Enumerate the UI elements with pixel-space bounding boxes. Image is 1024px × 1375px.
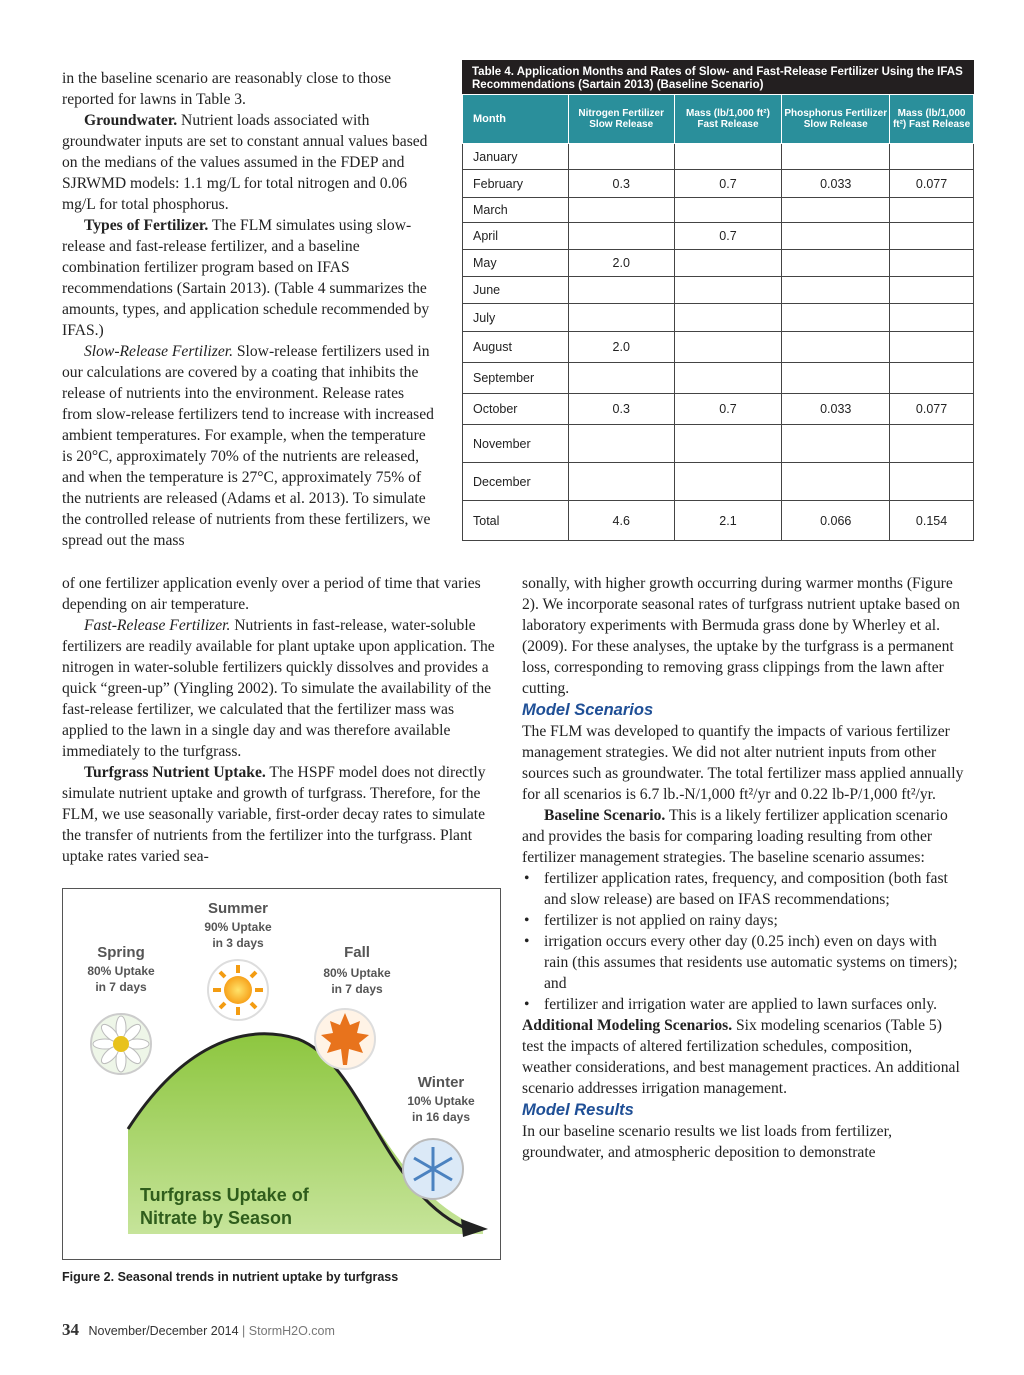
value-cell: 0.7 xyxy=(674,223,782,250)
paragraph: In our baseline scenario results we list loads from fertilizer, groundwater, and atmospheric deposition to demonstrate xyxy=(522,1123,893,1161)
value-cell: 0.077 xyxy=(890,394,974,425)
value-cell xyxy=(782,304,890,332)
spring-label: Spring xyxy=(97,944,145,961)
figure-2 xyxy=(62,888,501,1260)
value-cell: 0.3 xyxy=(568,394,674,425)
run-in-heading: Additional Modeling Scenarios. xyxy=(522,1017,733,1034)
paragraph-fast-release xyxy=(62,615,502,762)
value-cell xyxy=(890,198,974,223)
value-cell xyxy=(782,363,890,394)
list-item: • fertilizer is not applied on rainy days; xyxy=(544,910,964,931)
paragraph-body: Six modeling scenarios (Table 5) test the impacts of altered fertilization schedules, composition, weather considerations, and best management practices. An additional scenario addresses irrigation management. xyxy=(522,1017,960,1097)
daisy-icon xyxy=(91,1014,151,1074)
value-cell xyxy=(782,277,890,304)
table-row xyxy=(463,304,974,332)
value-cell xyxy=(890,223,974,250)
value-cell xyxy=(568,304,674,332)
value-cell: 0.7 xyxy=(674,394,782,425)
paragraph-baseline-scenario xyxy=(522,805,964,868)
value-cell xyxy=(890,363,974,394)
value-cell: 0.3 xyxy=(568,170,674,198)
spring-uptake: 80% Uptake xyxy=(87,964,155,978)
table-row xyxy=(463,170,974,198)
fall-uptake: 80% Uptake xyxy=(323,966,391,980)
value-cell xyxy=(674,425,782,463)
month-cell: February xyxy=(463,170,569,198)
month-cell: August xyxy=(463,332,569,363)
column-header: Nitrogen Fertilizer Slow Release xyxy=(568,95,674,144)
paragraph-types-of-fertilizer xyxy=(62,215,437,341)
column-header: Phosphorus Fertilizer Slow Release xyxy=(782,95,890,144)
maple-leaf-icon xyxy=(315,1009,375,1069)
issue-date: November/December 2014 xyxy=(88,1324,239,1338)
month-cell: December xyxy=(463,463,569,501)
value-cell: 0.066 xyxy=(782,501,890,541)
paragraph-additional-scenarios xyxy=(522,1015,964,1099)
left-column-bottom xyxy=(62,573,502,867)
value-cell xyxy=(568,198,674,223)
paragraph-body: Slow-release fertilizers used in our calculations are covered by a coating that inhibits the release of nutrients into the environment. Release rates from slow-release fertilizers tend to increase with increased ambient temperatures. For example, when the temperature is 20°C, approximately 70% of the nutrients are released, and when the temperature is 27°C, approximately 75% of the nutrients are released (Adams et al. 2013). To simulate the controlled release of nutrients from these fertilizers, we spread out the mass xyxy=(62,343,434,549)
value-cell: 2.0 xyxy=(568,250,674,277)
value-cell xyxy=(782,463,890,501)
page-footer xyxy=(62,1320,335,1340)
value-cell xyxy=(674,332,782,363)
value-cell xyxy=(674,144,782,170)
value-cell xyxy=(568,425,674,463)
table-4 xyxy=(462,60,974,541)
section-heading-model-scenarios: Model Scenarios xyxy=(522,701,654,719)
table-row xyxy=(463,463,974,501)
paragraph: in the baseline scenario are reasonably close to those reported for lawns in Table 3. xyxy=(62,70,392,108)
month-cell: June xyxy=(463,277,569,304)
run-in-heading: Turfgrass Nutrient Uptake. xyxy=(84,764,266,781)
value-cell xyxy=(568,223,674,250)
summer-uptake: 90% Uptake xyxy=(204,920,272,934)
summer-days: in 3 days xyxy=(212,936,264,950)
month-cell: April xyxy=(463,223,569,250)
value-cell xyxy=(674,277,782,304)
snowflake-icon xyxy=(403,1139,463,1199)
value-cell xyxy=(890,425,974,463)
month-cell: September xyxy=(463,363,569,394)
winter-uptake: 10% Uptake xyxy=(407,1094,475,1108)
run-in-heading: Types of Fertilizer. xyxy=(84,217,209,234)
table-body xyxy=(463,144,974,541)
month-cell: July xyxy=(463,304,569,332)
paragraph-slow-release xyxy=(62,341,437,551)
column-header: Month xyxy=(463,95,569,144)
value-cell: 0.033 xyxy=(782,394,890,425)
table-header-row xyxy=(463,95,974,144)
value-cell xyxy=(674,363,782,394)
value-cell xyxy=(674,198,782,223)
paragraph-body: The HSPF model does not directly simulate nutrient uptake and growth of turfgrass. Therefore, for the FLM, we use seasonally variable, first-order decay rates to simulate the transfer of nutrients from the fertilizer into the turfgrass. Plant uptake rates varied sea- xyxy=(62,764,486,865)
table-row xyxy=(463,332,974,363)
value-cell: 2.1 xyxy=(674,501,782,541)
month-cell: October xyxy=(463,394,569,425)
table-row xyxy=(463,223,974,250)
winter-days: in 16 days xyxy=(411,1110,471,1124)
table-row xyxy=(463,250,974,277)
summer-label: Summer xyxy=(207,900,269,917)
month-cell: Total xyxy=(463,501,569,541)
table-row xyxy=(463,363,974,394)
value-cell xyxy=(568,144,674,170)
page-number: 34 xyxy=(62,1320,79,1339)
list-item: • irrigation occurs every other day (0.25 inch) even on days with rain (this assumes that residents use automatic systems on timers); and xyxy=(544,931,964,994)
table-row xyxy=(463,425,974,463)
value-cell xyxy=(782,425,890,463)
bullet-list xyxy=(522,868,964,1015)
value-cell xyxy=(674,463,782,501)
column-header: Mass (lb/1,000 ft²) Fast Release xyxy=(674,95,782,144)
value-cell xyxy=(568,463,674,501)
paragraph: The FLM was developed to quantify the impacts of various fertilizer management strategies. We did not alter nutrient inputs from other sources such as groundwater. The total fertilizer mass applied annually for all scenarios is 6.7 lb.-N/1,000 ft²/yr and 0.22 lb-P/1,000 ft²/yr. xyxy=(522,723,964,803)
value-cell xyxy=(674,304,782,332)
fall-label: Fall xyxy=(344,944,370,961)
value-cell xyxy=(568,277,674,304)
run-in-heading: Slow-Release Fertilizer. xyxy=(84,343,233,360)
value-cell xyxy=(782,144,890,170)
value-cell xyxy=(782,198,890,223)
value-cell xyxy=(890,277,974,304)
month-cell: January xyxy=(463,144,569,170)
spring-days: in 7 days xyxy=(95,980,147,994)
footer-separator: | xyxy=(238,1324,249,1338)
paragraph-body: The FLM simulates using slow-release and fast-release fertilizer, and a baseline combination fertilizer program based on IFAS recommendations (Sartain 2013). (Table 4 summarizes the amounts, types, and application schedule recommended by IFAS.) xyxy=(62,217,430,339)
paragraph-body: Nutrients in fast-release, water-soluble fertilizers are readily available for plant uptake upon application. The nitrogen in water-soluble fertilizers quickly dissolves and provides a quick “green-up” (Yingling 2002). To simulate the availability of the fast-release fertilizer, we calculated that the fertilizer mass was applied to the lawn in a single day and was therefore available immediately to the turfgrass. xyxy=(62,617,495,760)
table-row xyxy=(463,198,974,223)
value-cell xyxy=(890,304,974,332)
arrow-head xyxy=(461,1219,488,1237)
winter-label: Winter xyxy=(417,1074,465,1091)
fertilizer-table xyxy=(462,94,974,541)
right-column xyxy=(522,573,964,1163)
left-column-top xyxy=(62,68,437,551)
value-cell xyxy=(568,363,674,394)
paragraph: of one fertilizer application evenly over a period of time that varies depending on air temperature. xyxy=(62,575,481,613)
table-title: Table 4. Application Months and Rates of Slow- and Fast-Release Fertilizer Using the IFAS Recommendations (Sartain 2013) (Baseline Scenario) xyxy=(462,60,974,94)
value-cell: 0.033 xyxy=(782,170,890,198)
paragraph-body: Nutrient loads associated with groundwater inputs are set to constant annual values based on the medians of the values assumed in the FDEP and SJRWMD models: 1.1 mg/L for total nitrogen and 0.06 mg/L for total phosphorus. xyxy=(62,112,428,213)
paragraph-body: This is a likely fertilizer application scenario and provides the basis for comparing loading resulting from other fertilizer management strategies. The baseline scenario assumes: xyxy=(522,807,948,866)
table-row xyxy=(463,144,974,170)
fall-days: in 7 days xyxy=(331,982,383,996)
figure-title-line1: Turfgrass Uptake of xyxy=(140,1185,309,1205)
value-cell xyxy=(890,463,974,501)
value-cell xyxy=(782,223,890,250)
list-item: • fertilizer and irrigation water are applied to lawn surfaces only. xyxy=(544,994,964,1015)
paragraph-groundwater xyxy=(62,110,437,215)
value-cell xyxy=(890,250,974,277)
table-row xyxy=(463,394,974,425)
column-header: Mass (lb/1,000 ft²) Fast Release xyxy=(890,95,974,144)
month-cell: March xyxy=(463,198,569,223)
value-cell xyxy=(890,144,974,170)
list-item: • fertilizer application rates, frequency, and composition (both fast and slow release) are based on IFAS recommendations; xyxy=(544,868,964,910)
value-cell xyxy=(782,250,890,277)
run-in-heading: Baseline Scenario. xyxy=(544,807,666,824)
table-row xyxy=(463,501,974,541)
paragraph: sonally, with higher growth occurring during warmer months (Figure 2). We incorporate seasonal rates of turfgrass nutrient uptake based on laboratory experiments with Bermuda grass done by Wherley et al. (2009). For these analyses, the uptake by the turfgrass is a permanent loss, corresponding to removing grass clippings from the lawn after cutting. xyxy=(522,575,960,697)
month-cell: May xyxy=(463,250,569,277)
site-name: StormH2O.com xyxy=(248,1324,335,1338)
run-in-heading: Fast-Release Fertilizer. xyxy=(84,617,231,634)
value-cell: 0.154 xyxy=(890,501,974,541)
paragraph-turfgrass-uptake xyxy=(62,762,502,867)
seasonal-uptake-illustration xyxy=(63,889,500,1259)
figure-title-line2: Nitrate by Season xyxy=(140,1208,293,1228)
run-in-heading: Groundwater. xyxy=(84,112,178,129)
month-cell: November xyxy=(463,425,569,463)
value-cell xyxy=(674,250,782,277)
value-cell: 2.0 xyxy=(568,332,674,363)
sun-icon xyxy=(208,960,268,1020)
value-cell xyxy=(782,332,890,363)
value-cell xyxy=(890,332,974,363)
value-cell: 0.077 xyxy=(890,170,974,198)
section-heading-model-results: Model Results xyxy=(522,1101,634,1119)
table-row xyxy=(463,277,974,304)
value-cell: 4.6 xyxy=(568,501,674,541)
value-cell: 0.7 xyxy=(674,170,782,198)
figure-caption: Figure 2. Seasonal trends in nutrient uptake by turfgrass xyxy=(62,1270,399,1284)
